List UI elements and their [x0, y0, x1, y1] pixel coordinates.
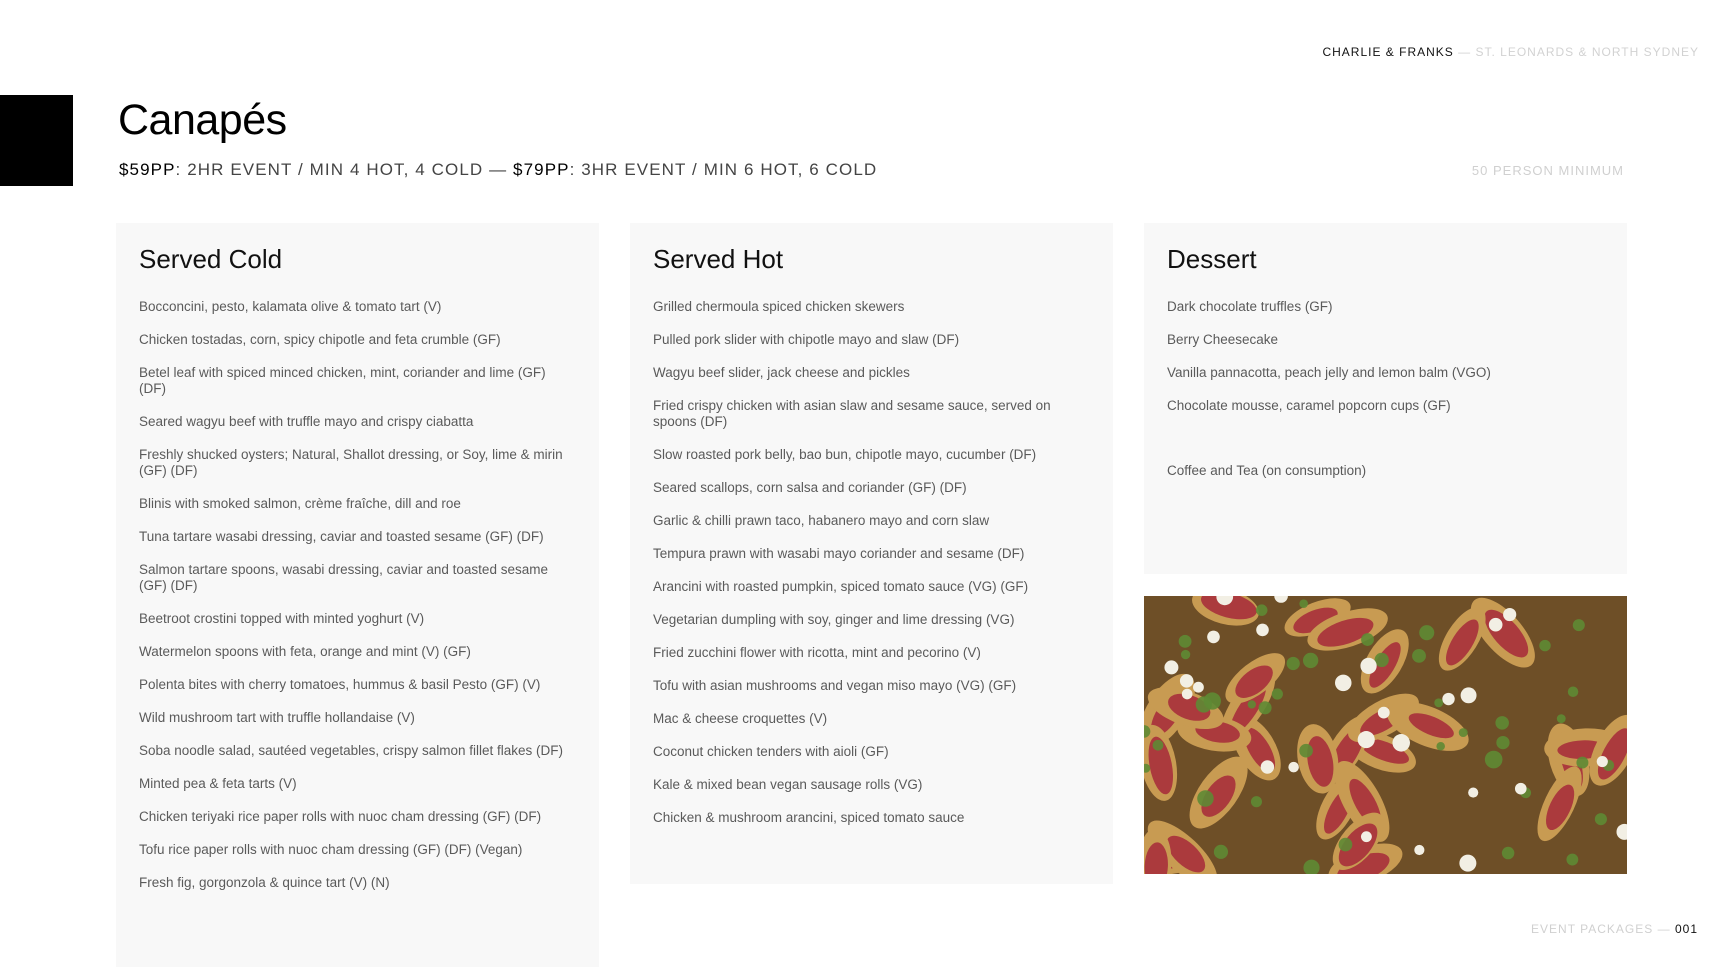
cream-dollop-shape: [1414, 845, 1424, 855]
price-option-1: $59PP: [119, 160, 176, 179]
menu-item: Seared scallops, corn salsa and coriander (GF) (DF): [653, 480, 967, 495]
menu-item: Beetroot crostini topped with minted yoghurt (V): [139, 611, 425, 626]
pricing-line: [119, 160, 877, 180]
herb-leaf-shape: [1459, 728, 1468, 737]
brand-name: CHARLIE & FRANKS: [1322, 45, 1454, 59]
cream-dollop-shape: [1503, 608, 1516, 621]
menu-item: Bocconcini, pesto, kalamata olive & tomato tart (V): [139, 299, 442, 314]
footer-label: EVENT PACKAGES: [1531, 922, 1654, 936]
served-cold-list: [139, 299, 575, 891]
cream-dollop-shape: [1361, 831, 1372, 842]
herb-leaf-shape: [1259, 701, 1272, 714]
page-footer: [1531, 922, 1698, 936]
menu-item: Vanilla pannacotta, peach jelly and lemon balm (VGO): [1167, 365, 1491, 380]
menu-item: Fried crispy chicken with asian slaw and sesame sauce, served on spoons (DF): [653, 398, 1051, 429]
cream-dollop-shape: [1360, 658, 1376, 674]
herb-leaf-shape: [1287, 657, 1300, 670]
herb-leaf-shape: [1576, 757, 1588, 769]
menu-item: Fresh fig, gorgonzola & quince tart (V) (N): [139, 875, 390, 890]
menu-item: Wagyu beef slider, jack cheese and pickles: [653, 365, 910, 380]
menu-item: Betel leaf with spiced minced chicken, mint, coriander and lime (GF) (DF): [139, 365, 546, 396]
price-option-2: $79PP: [513, 160, 570, 179]
menu-item: Chicken teriyaki rice paper rolls with nuoc cham dressing (GF) (DF): [139, 809, 542, 824]
cream-dollop-shape: [1193, 682, 1204, 693]
footer-separator: —: [1657, 922, 1671, 936]
herb-leaf-shape: [1181, 650, 1190, 659]
herb-leaf-shape: [1539, 640, 1550, 651]
herb-leaf-shape: [1339, 838, 1353, 852]
herb-leaf-shape: [1419, 625, 1434, 640]
herb-leaf-shape: [1299, 599, 1308, 608]
menu-item: Salmon tartare spoons, wasabi dressing, caviar and toasted sesame (GF) (DF): [139, 562, 548, 593]
menu-item: Tempura prawn with wasabi mayo coriander and sesame (DF): [653, 546, 1025, 561]
menu-item: Soba noodle salad, sautéed vegetables, crispy salmon fillet flakes (DF): [139, 743, 563, 758]
coffee-tea-item: Coffee and Tea (on consumption): [1167, 463, 1367, 478]
cream-dollop-shape: [1288, 762, 1299, 773]
herb-leaf-shape: [1573, 619, 1585, 631]
herb-leaf-shape: [1204, 692, 1221, 709]
menu-item: Seared wagyu beef with truffle mayo and crispy ciabatta: [139, 414, 474, 429]
menu-item: Tuna tartare wasabi dressing, caviar and toasted sesame (GF) (DF): [139, 529, 544, 544]
herb-leaf-shape: [1248, 700, 1256, 708]
herb-leaf-shape: [1153, 740, 1164, 751]
cream-dollop-shape: [1459, 855, 1476, 872]
herb-leaf-shape: [1502, 847, 1514, 859]
dessert-heading: Dessert: [1167, 244, 1257, 274]
page-number: 001: [1674, 922, 1698, 936]
served-cold-heading: Served Cold: [139, 244, 283, 274]
menu-item: Chicken & mushroom arancini, spiced tomato sauce: [653, 810, 965, 825]
menu-item: Tofu with asian mushrooms and vegan miso mayo (VG) (GF): [653, 678, 1017, 693]
herb-leaf-shape: [1566, 854, 1578, 866]
menu-item: Minted pea & feta tarts (V): [139, 776, 297, 791]
menu-item: Chocolate mousse, caramel popcorn cups (GF): [1167, 398, 1451, 413]
herb-leaf-shape: [1436, 742, 1445, 751]
cream-dollop-shape: [1597, 756, 1608, 767]
cream-dollop-shape: [1180, 674, 1193, 687]
menu-item: Chicken tostadas, corn, spicy chipotle and feta crumble (GF): [139, 332, 501, 347]
food-photo: [1144, 596, 1627, 874]
menu-item: Watermelon spoons with feta, orange and mint (V) (GF): [139, 644, 471, 659]
herb-leaf-shape: [1568, 687, 1578, 697]
cream-dollop-shape: [1207, 631, 1220, 644]
price-option-1-detail: : 2HR EVENT / MIN 4 HOT, 4 COLD —: [175, 160, 514, 179]
cream-dollop-shape: [1515, 783, 1527, 795]
herb-leaf-shape: [1496, 736, 1509, 749]
herb-leaf-shape: [1485, 751, 1503, 769]
brand-header: [1322, 45, 1699, 59]
cream-dollop-shape: [1358, 731, 1375, 748]
cream-dollop-shape: [1335, 675, 1352, 692]
menu-item: Berry Cheesecake: [1167, 332, 1279, 347]
menu-item: Pulled pork slider with chipotle mayo and slaw (DF): [653, 332, 960, 347]
person-minimum: 50 PERSON MINIMUM: [1471, 163, 1624, 178]
page-title: Canapés: [118, 96, 287, 144]
herb-leaf-shape: [1179, 635, 1192, 648]
herb-leaf-shape: [1303, 653, 1318, 668]
herb-leaf-shape: [1197, 790, 1214, 807]
cream-dollop-shape: [1164, 660, 1178, 674]
herb-leaf-shape: [1434, 698, 1443, 707]
herb-leaf-shape: [1256, 604, 1268, 616]
cream-dollop-shape: [1378, 707, 1390, 719]
menu-item: Mac & cheese croquettes (V): [653, 711, 828, 726]
menu-item: Vegetarian dumpling with soy, ginger and lime dressing (VG): [653, 612, 1015, 627]
cream-dollop-shape: [1261, 760, 1274, 773]
food-photo-image: [1144, 596, 1627, 874]
brand-location: ST. LEONARDS & NORTH SYDNEY: [1475, 45, 1699, 59]
cream-dollop-shape: [1392, 734, 1410, 752]
dessert-panel: [1144, 223, 1627, 574]
herb-leaf-shape: [1299, 744, 1313, 758]
brand-separator: —: [1458, 45, 1472, 59]
cream-dollop-shape: [1468, 788, 1478, 798]
menu-item: Arancini with roasted pumpkin, spiced tomato sauce (VG) (GF): [653, 579, 1029, 594]
menu-item: Garlic & chilli prawn taco, habanero mayo and corn slaw: [653, 513, 990, 528]
served-hot-heading: Served Hot: [653, 244, 784, 274]
price-option-2-detail: : 3HR EVENT / MIN 6 HOT, 6 COLD: [569, 160, 878, 179]
menu-item: Slow roasted pork belly, bao bun, chipotle mayo, cucumber (DF): [653, 447, 1037, 462]
menu-item: Coconut chicken tenders with aioli (GF): [653, 744, 889, 759]
herb-leaf-shape: [1361, 633, 1374, 646]
cream-dollop-shape: [1442, 693, 1454, 705]
cream-dollop-shape: [1489, 618, 1503, 632]
herb-leaf-shape: [1375, 653, 1389, 667]
herb-leaf-shape: [1557, 714, 1566, 723]
served-hot-list: [653, 299, 1089, 826]
menu-item: Blinis with smoked salmon, crème fraîche, dill and roe: [139, 496, 461, 511]
cream-dollop-shape: [1182, 689, 1193, 700]
dessert-list: [1167, 299, 1603, 479]
menu-item: Dark chocolate truffles (GF): [1167, 299, 1333, 314]
cream-dollop-shape: [1461, 687, 1477, 703]
black-accent-block: [0, 95, 73, 186]
herb-leaf-shape: [1412, 649, 1426, 663]
herb-leaf-shape: [1251, 796, 1262, 807]
herb-leaf-shape: [1595, 813, 1607, 825]
herb-leaf-shape: [1495, 716, 1509, 730]
menu-item: Fried zucchini flower with ricotta, mint and pecorino (V): [653, 645, 981, 660]
cream-dollop-shape: [1256, 624, 1269, 637]
menu-item: Grilled chermoula spiced chicken skewers: [653, 299, 905, 314]
menu-item: Tofu rice paper rolls with nuoc cham dressing (GF) (DF) (Vegan): [139, 842, 523, 857]
served-cold-panel: [116, 223, 599, 967]
herb-leaf-shape: [1272, 688, 1283, 699]
menu-item: Kale & mixed bean vegan sausage rolls (VG): [653, 777, 923, 792]
served-hot-panel: [630, 223, 1113, 884]
herb-leaf-shape: [1214, 845, 1228, 859]
menu-item: Freshly shucked oysters; Natural, Shallot dressing, or Soy, lime & mirin (GF) (DF): [139, 447, 563, 478]
menu-item: Wild mushroom tart with truffle hollandaise (V): [139, 710, 415, 725]
menu-item: Polenta bites with cherry tomatoes, hummus & basil Pesto (GF) (V): [139, 677, 541, 692]
